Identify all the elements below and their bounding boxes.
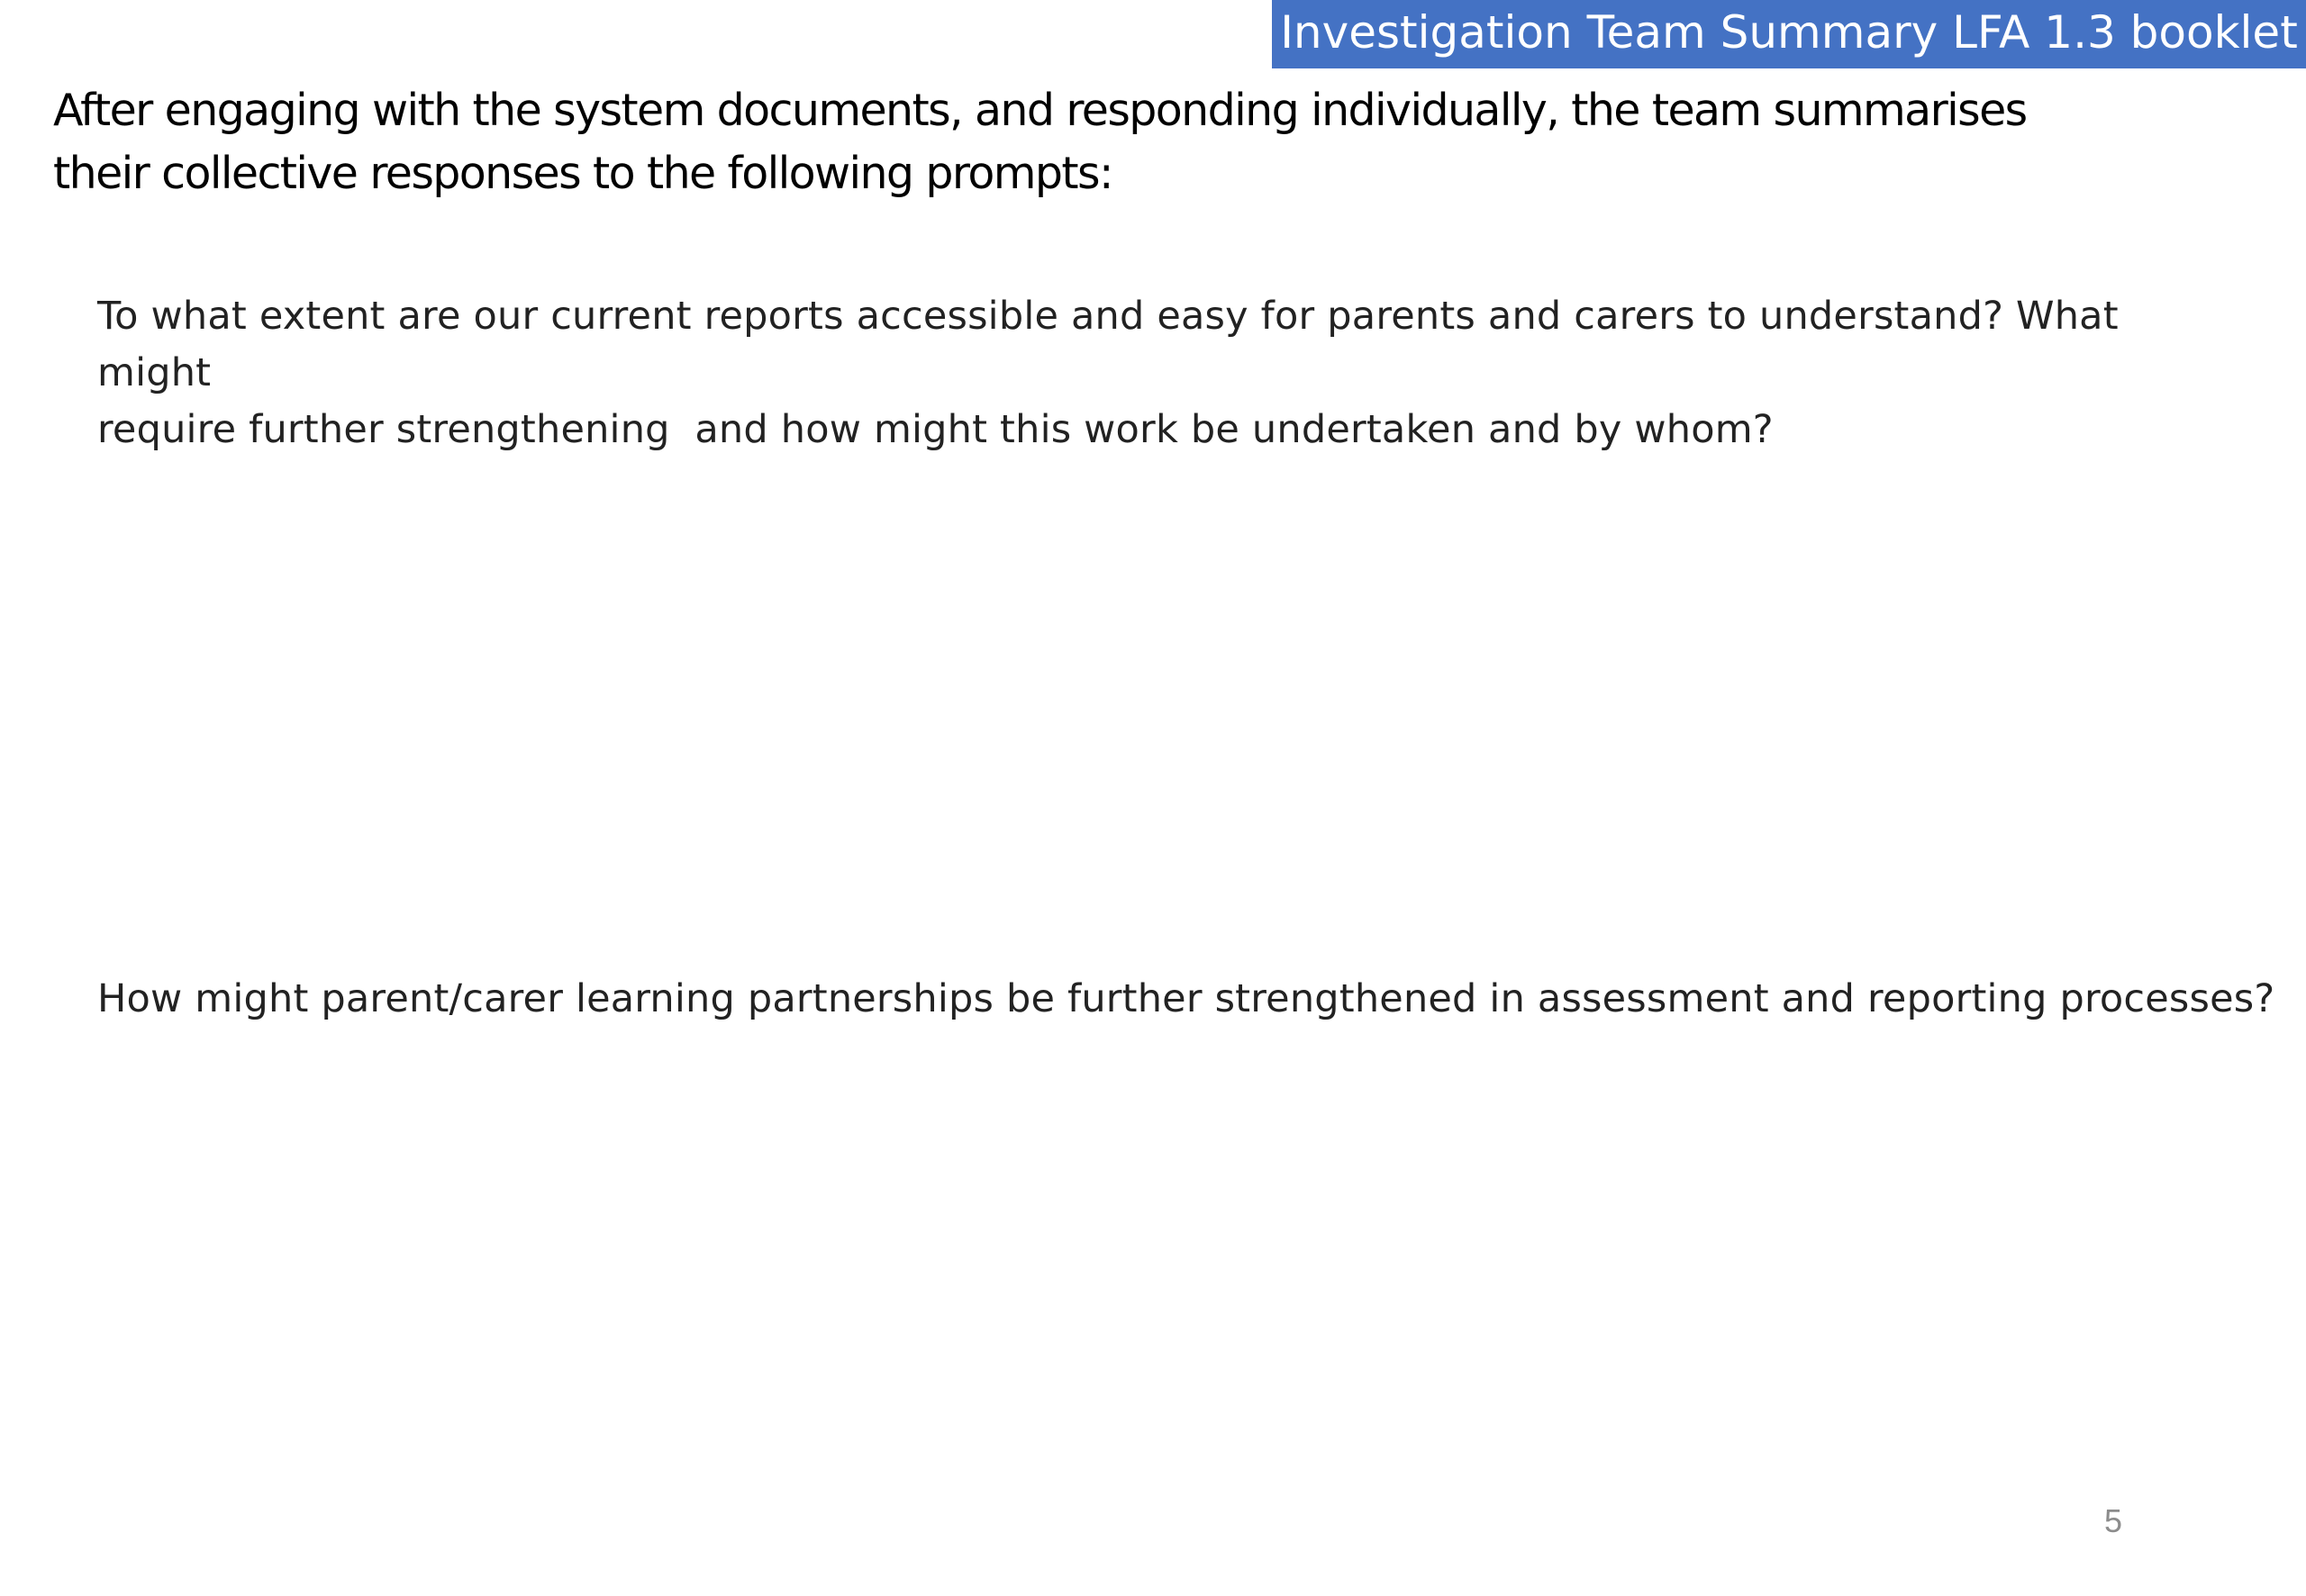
intro-line: their collective responses to the following prompts: [53,148,1112,199]
prompt-line: How might parent/carer learning partnerships be further strengthened in assessment and reporting processes? [97,976,2275,1021]
intro-line: After engaging with the system documents, and responding individually, the team summarises [53,85,2027,136]
intro-instructions [53,79,2215,205]
prompt-line: To what extent are our current reports accessible and easy for parents and carers to understand? What might [97,294,2119,395]
title-banner: Investigation Team Summary LFA 1.3 booklet [1272,0,2306,68]
prompt-report-accessibility [97,288,2223,458]
prompt-learning-partnerships [97,971,2275,1028]
prompt-line: require further strengthening and how might this work be undertaken and by whom? [97,407,1774,452]
page-number: 5 [2104,1502,2123,1539]
